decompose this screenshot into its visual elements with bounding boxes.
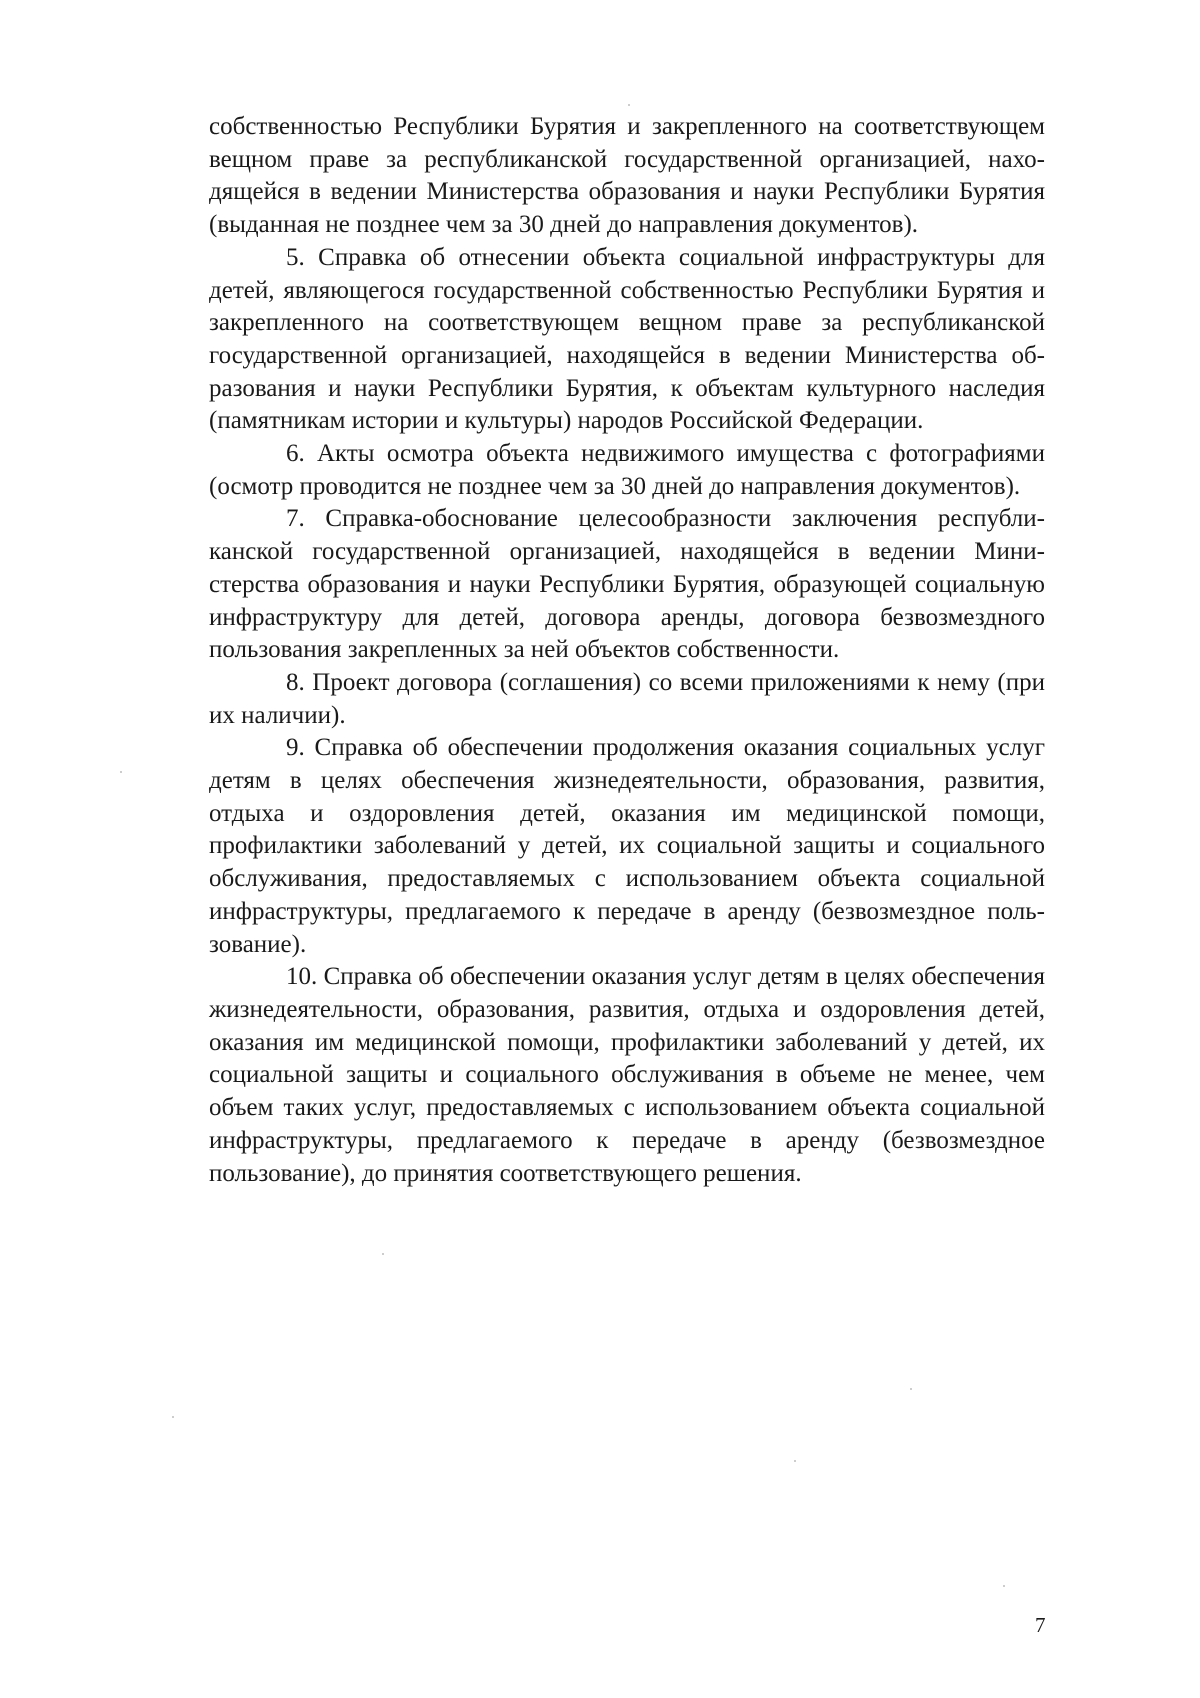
page-number: 7	[1035, 1613, 1046, 1637]
scan-speck	[794, 1460, 796, 1462]
paragraph-item-6: 6. Акты осмотра объекта недвижимого имущества с фотографиями (осмотр проводится не позднее чем за 30 дней до направления документов).	[209, 440, 1045, 500]
paragraph-item-8: 8. Проект договора (соглашения) со всеми приложениями к нему (при их наличии).	[209, 668, 1045, 729]
scan-speck	[172, 1416, 174, 1418]
scan-speck	[628, 104, 630, 106]
scan-speck	[382, 1253, 384, 1255]
paragraph-item-9: 9. Справка об обеспечении продолжения оказания социальных услуг детям в целях обеспечения жизнедеятельности, образования, развития, отдыха и оздоровления детей, оказания им медицинской помощи, профилактики заболеваний у детей, их социальной защиты и социального обслуживания, предоставляемых с использованием объекта социальной инфраструктуры, предлагаемого к передаче в аренду (безвозмездное пользование).	[209, 734, 1045, 958]
scan-speck	[910, 1388, 912, 1390]
document-body	[209, 111, 1045, 1190]
scan-speck	[1003, 1585, 1005, 1587]
paragraph-item-5: 5. Справка об отнесении объекта социальной инфраструктуры для детей, являющегося государственной собственностью Республики Бурятия и закрепленного на соответствующем вещном праве за республиканской государственной организацией, находящейся в ведении Министерства образования и науки Республики Бурятия, к объектам культурного наследия (памятникам истории и культуры) народов Российской Федерации.	[209, 243, 1045, 435]
scan-speck	[120, 771, 122, 773]
paragraph-item-10: 10. Справка об обеспечении оказания услуг детям в целях обеспечения жизнедеятельности, образования, развития, отдыха и оздоровления детей, оказания им медицинской помощи, профилактики заболеваний у детей, их социальной защиты и социального обслуживания в объеме не менее, чем объем таких услуг, предоставляемых с использованием объекта социальной инфраструктуры, предлагаемого к передаче в аренду (безвозмездное пользование), до принятия соответствующего решения.	[209, 963, 1045, 1187]
paragraph-continuation: собственностью Республики Бурятия и закрепленного на соответствующем вещном праве за республиканской государственной организацией, находящейся в ведении Министерства образования и науки Республики Бурятия (выданная не позднее чем за 30 дней до направления документов).	[209, 113, 1045, 239]
paragraph-item-7: 7. Справка-обоснование целесообразности заключения республиканской государственной организацией, находящейся в ведении Министерства образования и науки Республики Бурятия, образующей социальную инфраструктуру для детей, договора аренды, договора безвозмездного пользования закрепленных за ней объектов собственности.	[209, 505, 1045, 664]
